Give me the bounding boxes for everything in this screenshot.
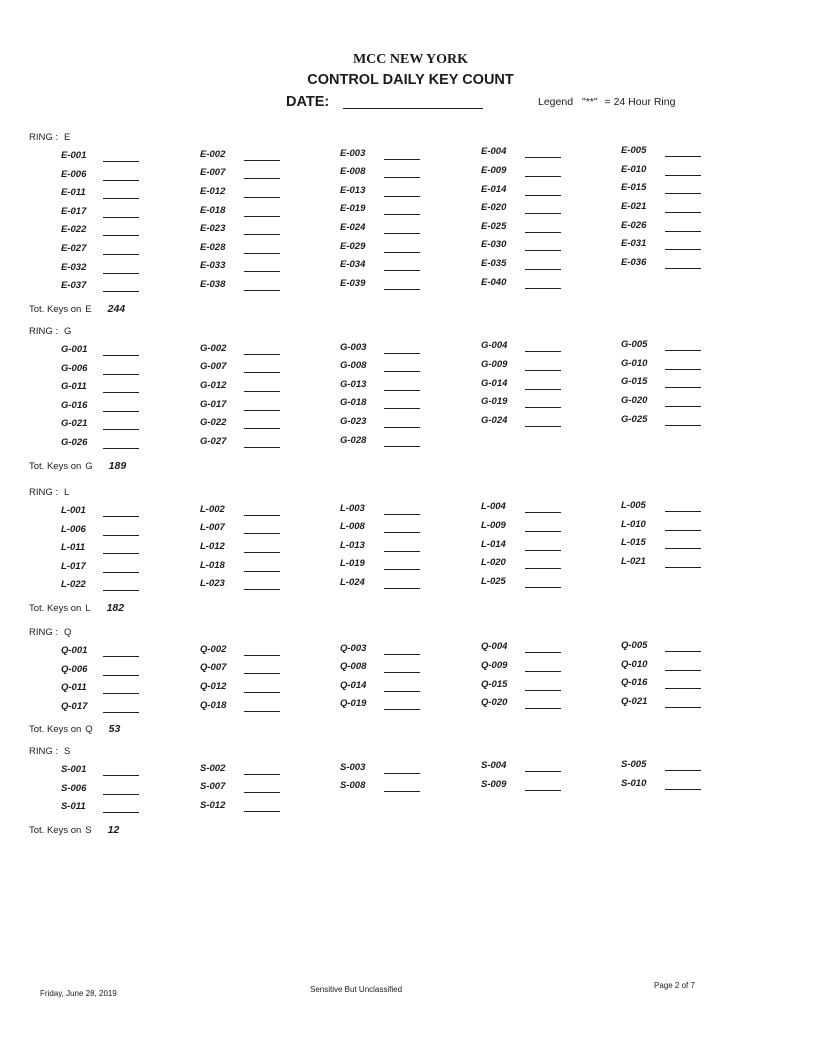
ring-label bbox=[29, 746, 70, 757]
key-count-field[interactable] bbox=[244, 391, 280, 392]
key-number: L-018 bbox=[200, 559, 225, 571]
key-count-field[interactable] bbox=[103, 374, 139, 375]
key-count-field[interactable] bbox=[103, 198, 139, 199]
key-count-field[interactable] bbox=[665, 406, 701, 407]
key-number: E-032 bbox=[61, 261, 87, 273]
key-count-field[interactable] bbox=[665, 193, 701, 194]
key-number: E-019 bbox=[340, 203, 366, 215]
key-number: L-001 bbox=[61, 505, 86, 516]
key-number: E-015 bbox=[621, 182, 647, 194]
key-number: Q-009 bbox=[481, 660, 508, 671]
key-number: G-027 bbox=[200, 435, 227, 447]
key-number: Q-015 bbox=[481, 678, 508, 690]
key-count-field[interactable] bbox=[525, 250, 561, 251]
key-count-field[interactable] bbox=[244, 655, 280, 656]
key-count-field[interactable] bbox=[103, 712, 139, 713]
key-number: G-020 bbox=[621, 395, 648, 406]
key-count-field[interactable] bbox=[665, 425, 701, 426]
key-count-field[interactable] bbox=[244, 533, 280, 534]
key-count-field[interactable] bbox=[384, 289, 420, 290]
key-count-field[interactable] bbox=[244, 253, 280, 254]
key-count-field[interactable] bbox=[384, 390, 420, 391]
ring-total bbox=[29, 460, 126, 472]
legend-text: = 24 Hour Ring bbox=[604, 96, 676, 108]
key-count-field[interactable] bbox=[244, 178, 280, 179]
key-count-field[interactable] bbox=[384, 159, 420, 160]
key-number: E-028 bbox=[200, 241, 226, 253]
key-count-field[interactable] bbox=[525, 587, 561, 588]
key-count-field[interactable] bbox=[244, 160, 280, 161]
key-count-field[interactable] bbox=[244, 515, 280, 516]
key-count-field[interactable] bbox=[665, 511, 701, 512]
key-count-field[interactable] bbox=[244, 571, 280, 572]
key-number: G-015 bbox=[621, 376, 648, 388]
legend bbox=[538, 96, 675, 108]
key-count-field[interactable] bbox=[103, 535, 139, 536]
ring-label bbox=[29, 326, 71, 337]
legend-label: Legend bbox=[538, 96, 574, 108]
key-count-field[interactable] bbox=[244, 673, 280, 674]
ring-label bbox=[29, 627, 71, 638]
key-count-field[interactable] bbox=[384, 427, 420, 428]
key-number: G-028 bbox=[340, 434, 367, 446]
key-number: G-021 bbox=[61, 418, 88, 430]
ring-letter: S bbox=[64, 746, 71, 757]
key-count-field[interactable] bbox=[665, 249, 701, 250]
key-number: Q-006 bbox=[61, 663, 88, 675]
key-count-field[interactable] bbox=[103, 812, 139, 813]
total-prefix: Tot. Keys on bbox=[29, 303, 82, 315]
key-count-field[interactable] bbox=[525, 671, 561, 672]
key-count-field[interactable] bbox=[244, 271, 280, 272]
ring-prefix: RING : bbox=[29, 326, 59, 337]
key-number: Q-014 bbox=[340, 679, 367, 691]
key-number: E-020 bbox=[481, 202, 507, 214]
key-number: G-026 bbox=[61, 437, 88, 448]
key-count-field[interactable] bbox=[665, 670, 701, 671]
key-number: S-004 bbox=[481, 760, 507, 772]
key-number: G-023 bbox=[340, 416, 367, 427]
key-count-field[interactable] bbox=[244, 447, 280, 448]
key-count-field[interactable] bbox=[665, 156, 701, 157]
key-number: E-040 bbox=[481, 276, 507, 288]
key-count-field[interactable] bbox=[103, 235, 139, 236]
key-count-field[interactable] bbox=[665, 688, 701, 689]
key-number: E-030 bbox=[481, 239, 507, 251]
key-number: E-036 bbox=[621, 256, 647, 268]
key-number: E-008 bbox=[340, 166, 366, 178]
key-number: L-006 bbox=[61, 523, 86, 535]
key-number: E-035 bbox=[481, 258, 507, 269]
key-number: G-004 bbox=[481, 340, 508, 352]
key-number: E-010 bbox=[621, 163, 647, 175]
total-ring-letter: G bbox=[85, 460, 93, 472]
total-prefix: Tot. Keys on bbox=[29, 603, 82, 614]
key-number: E-037 bbox=[61, 280, 87, 292]
key-count-field[interactable] bbox=[103, 392, 139, 393]
key-number: Q-003 bbox=[340, 642, 367, 654]
key-number: S-009 bbox=[481, 779, 507, 790]
key-count-field[interactable] bbox=[525, 652, 561, 653]
total-count: 53 bbox=[108, 723, 121, 736]
key-count-field[interactable] bbox=[665, 548, 701, 549]
key-number: G-024 bbox=[481, 414, 508, 426]
footer-page-number: Page 2 of 7 bbox=[654, 981, 695, 990]
key-number: L-017 bbox=[61, 560, 86, 572]
key-number: L-002 bbox=[200, 503, 225, 515]
key-count-field[interactable] bbox=[525, 531, 561, 532]
key-count-field[interactable] bbox=[244, 372, 280, 373]
key-count-field[interactable] bbox=[244, 216, 280, 217]
key-number: Q-005 bbox=[621, 640, 648, 652]
key-number: Q-016 bbox=[621, 677, 648, 689]
key-count-field[interactable] bbox=[103, 572, 139, 573]
key-count-field[interactable] bbox=[525, 195, 561, 196]
total-ring-letter: Q bbox=[85, 724, 93, 736]
total-count: 244 bbox=[107, 302, 126, 315]
key-count-field[interactable] bbox=[665, 707, 701, 708]
key-count-field[interactable] bbox=[665, 175, 701, 176]
key-number: Q-021 bbox=[621, 696, 648, 707]
key-count-field[interactable] bbox=[665, 651, 701, 652]
key-number: E-001 bbox=[61, 150, 87, 161]
key-number: G-018 bbox=[340, 397, 367, 409]
key-count-field[interactable] bbox=[244, 774, 280, 775]
key-number: E-023 bbox=[200, 223, 226, 235]
key-number: E-009 bbox=[481, 165, 507, 176]
key-number: L-003 bbox=[340, 502, 365, 514]
ring-prefix: RING : bbox=[29, 746, 59, 757]
key-number: L-021 bbox=[621, 556, 646, 567]
key-number: Q-002 bbox=[200, 643, 227, 655]
key-number: G-007 bbox=[200, 361, 227, 373]
key-count-field[interactable] bbox=[525, 176, 561, 177]
key-number: Q-011 bbox=[61, 682, 87, 694]
key-count-field[interactable] bbox=[525, 790, 561, 791]
ring-prefix: RING : bbox=[29, 132, 59, 143]
key-count-field[interactable] bbox=[665, 567, 701, 568]
key-count-field[interactable] bbox=[665, 212, 701, 213]
key-number: G-019 bbox=[481, 396, 508, 408]
key-count-field[interactable] bbox=[103, 291, 139, 292]
key-count-field[interactable] bbox=[103, 516, 139, 517]
key-count-field[interactable] bbox=[525, 288, 561, 289]
key-number: L-009 bbox=[481, 520, 506, 531]
date-field-line bbox=[343, 108, 483, 109]
ring-total bbox=[29, 723, 120, 735]
key-count-field[interactable] bbox=[665, 369, 701, 370]
key-count-field[interactable] bbox=[103, 355, 139, 356]
key-count-field[interactable] bbox=[384, 371, 420, 372]
key-number: L-011 bbox=[61, 542, 86, 554]
key-count-field[interactable] bbox=[384, 446, 420, 447]
key-count-field[interactable] bbox=[103, 794, 139, 795]
key-count-field[interactable] bbox=[103, 590, 139, 591]
key-count-field[interactable] bbox=[103, 448, 139, 449]
key-count-field[interactable] bbox=[244, 234, 280, 235]
key-number: E-026 bbox=[621, 219, 647, 231]
key-number: Q-010 bbox=[621, 658, 648, 670]
key-count-field[interactable] bbox=[244, 792, 280, 793]
key-number: S-007 bbox=[200, 781, 226, 793]
key-number: Q-008 bbox=[340, 661, 367, 673]
key-count-field[interactable] bbox=[525, 269, 561, 270]
key-number: E-033 bbox=[200, 260, 226, 272]
key-number: L-012 bbox=[200, 541, 225, 552]
key-count-field[interactable] bbox=[103, 429, 139, 430]
key-number: L-023 bbox=[200, 578, 225, 590]
key-count-field[interactable] bbox=[103, 693, 139, 694]
ring-letter: L bbox=[64, 487, 70, 498]
key-number: G-005 bbox=[621, 339, 648, 351]
key-count-field[interactable] bbox=[384, 654, 420, 655]
facility-title: MCC NEW YORK bbox=[352, 52, 469, 67]
key-number: Q-017 bbox=[61, 700, 88, 712]
key-number: E-039 bbox=[340, 277, 366, 289]
key-number: G-022 bbox=[200, 417, 227, 429]
ring-total bbox=[29, 824, 119, 836]
key-count-field[interactable] bbox=[384, 532, 420, 533]
key-number: Q-007 bbox=[200, 662, 227, 674]
key-number: L-024 bbox=[340, 577, 365, 588]
key-number: E-029 bbox=[340, 240, 366, 252]
key-count-field[interactable] bbox=[525, 370, 561, 371]
key-count-field[interactable] bbox=[103, 180, 139, 181]
key-number: E-024 bbox=[340, 222, 366, 233]
key-count-field[interactable] bbox=[525, 351, 561, 352]
key-number: Q-004 bbox=[481, 641, 508, 653]
key-number: Q-018 bbox=[200, 699, 227, 711]
key-count-field[interactable] bbox=[103, 254, 139, 255]
key-number: E-031 bbox=[621, 238, 647, 250]
key-number: G-014 bbox=[481, 377, 508, 389]
key-count-field[interactable] bbox=[103, 775, 139, 776]
ring-total bbox=[29, 303, 125, 315]
key-count-field[interactable] bbox=[384, 569, 420, 570]
key-count-field[interactable] bbox=[244, 354, 280, 355]
key-count-field[interactable] bbox=[384, 551, 420, 552]
key-number: E-027 bbox=[61, 243, 87, 254]
key-count-field[interactable] bbox=[525, 550, 561, 551]
key-number: G-009 bbox=[481, 359, 508, 370]
key-count-field[interactable] bbox=[665, 350, 701, 351]
key-count-field[interactable] bbox=[244, 197, 280, 198]
key-count-field[interactable] bbox=[244, 692, 280, 693]
key-number: G-017 bbox=[200, 398, 227, 410]
key-number: G-012 bbox=[200, 380, 227, 391]
key-number: E-038 bbox=[200, 279, 226, 290]
key-count-field[interactable] bbox=[525, 157, 561, 158]
key-count-field[interactable] bbox=[665, 770, 701, 771]
ring-label bbox=[29, 132, 70, 143]
key-number: E-013 bbox=[340, 184, 366, 196]
key-count-field[interactable] bbox=[665, 231, 701, 232]
key-number: S-008 bbox=[340, 780, 366, 792]
key-number: L-014 bbox=[481, 538, 506, 550]
total-prefix: Tot. Keys on bbox=[29, 824, 82, 836]
key-number: G-011 bbox=[61, 381, 87, 393]
total-count: 12 bbox=[107, 823, 120, 836]
key-count-field[interactable] bbox=[384, 408, 420, 409]
key-count-field[interactable] bbox=[244, 711, 280, 712]
key-count-field[interactable] bbox=[525, 426, 561, 427]
key-number: L-013 bbox=[340, 539, 365, 551]
key-number: E-022 bbox=[61, 224, 87, 236]
key-number: G-013 bbox=[340, 378, 367, 390]
total-ring-letter: S bbox=[85, 824, 92, 836]
key-number: L-015 bbox=[621, 537, 646, 549]
key-count-field[interactable] bbox=[384, 791, 420, 792]
total-count: 189 bbox=[108, 459, 127, 472]
key-number: E-003 bbox=[340, 147, 366, 159]
key-count-field[interactable] bbox=[525, 708, 561, 709]
key-number: G-001 bbox=[61, 344, 88, 355]
key-number: E-002 bbox=[200, 148, 226, 160]
key-number: L-010 bbox=[621, 518, 646, 530]
key-number: E-017 bbox=[61, 205, 87, 217]
key-number: E-006 bbox=[61, 168, 87, 180]
key-number: L-020 bbox=[481, 557, 506, 569]
key-count-field[interactable] bbox=[665, 268, 701, 269]
key-number: G-003 bbox=[340, 341, 367, 353]
key-number: L-008 bbox=[340, 521, 365, 533]
key-number: L-005 bbox=[621, 500, 646, 512]
key-count-field[interactable] bbox=[103, 161, 139, 162]
key-number: S-011 bbox=[61, 801, 86, 813]
total-count: 182 bbox=[106, 602, 125, 614]
key-count-field[interactable] bbox=[384, 588, 420, 589]
key-count-field[interactable] bbox=[103, 273, 139, 274]
key-number: S-002 bbox=[200, 762, 226, 774]
key-count-field[interactable] bbox=[103, 656, 139, 657]
key-number: S-001 bbox=[61, 764, 87, 775]
key-count-field[interactable] bbox=[384, 270, 420, 271]
key-number: E-034 bbox=[340, 259, 366, 271]
key-count-field[interactable] bbox=[244, 410, 280, 411]
total-prefix: Tot. Keys on bbox=[29, 460, 82, 472]
date-label: DATE: bbox=[286, 94, 330, 110]
key-number: S-012 bbox=[200, 800, 226, 811]
key-number: E-004 bbox=[481, 146, 507, 158]
key-number: G-008 bbox=[340, 360, 367, 372]
key-count-field[interactable] bbox=[244, 290, 280, 291]
key-number: E-025 bbox=[481, 220, 507, 232]
key-count-field[interactable] bbox=[384, 773, 420, 774]
key-number: S-003 bbox=[340, 761, 366, 773]
footer-classification: Sensitive But Unclassified bbox=[310, 985, 403, 994]
key-number: E-011 bbox=[61, 187, 86, 199]
ring-letter: E bbox=[64, 132, 71, 143]
ring-prefix: RING : bbox=[29, 487, 59, 498]
key-number: L-022 bbox=[61, 579, 86, 591]
key-count-field[interactable] bbox=[384, 691, 420, 692]
key-count-field[interactable] bbox=[244, 589, 280, 590]
key-count-field[interactable] bbox=[103, 411, 139, 412]
footer-date: Friday, June 28, 2019 bbox=[40, 989, 117, 998]
key-number: E-005 bbox=[621, 145, 647, 157]
ring-letter: Q bbox=[64, 627, 72, 638]
total-prefix: Tot. Keys on bbox=[29, 724, 82, 736]
key-number: G-025 bbox=[621, 413, 648, 425]
key-count-field[interactable] bbox=[244, 428, 280, 429]
key-count-field[interactable] bbox=[384, 177, 420, 178]
key-count-field[interactable] bbox=[103, 675, 139, 676]
key-count-field[interactable] bbox=[384, 252, 420, 253]
key-number: S-010 bbox=[621, 777, 647, 789]
key-count-field[interactable] bbox=[384, 353, 420, 354]
key-number: L-025 bbox=[481, 575, 506, 587]
key-count-field[interactable] bbox=[384, 233, 420, 234]
key-count-field[interactable] bbox=[244, 552, 280, 553]
key-count-field[interactable] bbox=[525, 690, 561, 691]
key-count-field[interactable] bbox=[665, 789, 701, 790]
ring-total bbox=[29, 602, 124, 614]
key-number: Q-012 bbox=[200, 681, 227, 692]
key-count-field[interactable] bbox=[525, 232, 561, 233]
key-number: S-005 bbox=[621, 759, 647, 771]
key-number: G-016 bbox=[61, 399, 88, 411]
key-count-field[interactable] bbox=[525, 407, 561, 408]
key-number: S-006 bbox=[61, 782, 87, 794]
key-number: E-021 bbox=[621, 201, 647, 212]
key-count-field[interactable] bbox=[384, 672, 420, 673]
key-number: L-019 bbox=[340, 558, 365, 570]
key-count-field[interactable] bbox=[525, 512, 561, 513]
legend-symbol: "**" bbox=[581, 96, 598, 108]
ring-letter: G bbox=[64, 326, 72, 337]
key-count-field[interactable] bbox=[384, 214, 420, 215]
key-number: G-002 bbox=[200, 342, 227, 354]
key-number: G-010 bbox=[621, 357, 648, 369]
key-number: E-018 bbox=[200, 204, 226, 216]
key-number: L-007 bbox=[200, 522, 225, 534]
ring-prefix: RING : bbox=[29, 627, 59, 638]
key-count-field[interactable] bbox=[525, 568, 561, 569]
key-count-field[interactable] bbox=[103, 553, 139, 554]
key-count-field[interactable] bbox=[384, 514, 420, 515]
key-number: G-006 bbox=[61, 362, 88, 374]
key-count-field[interactable] bbox=[384, 196, 420, 197]
ring-label bbox=[29, 487, 69, 498]
key-count-field[interactable] bbox=[525, 771, 561, 772]
key-count-field[interactable] bbox=[384, 709, 420, 710]
form-title: CONTROL DAILY KEY COUNT bbox=[307, 72, 514, 88]
key-number: Q-001 bbox=[61, 645, 88, 656]
total-ring-letter: L bbox=[85, 603, 91, 614]
key-count-field[interactable] bbox=[665, 387, 701, 388]
key-number: E-014 bbox=[481, 183, 507, 195]
key-number: Q-020 bbox=[481, 697, 508, 709]
key-number: L-004 bbox=[481, 501, 506, 513]
key-count-field[interactable] bbox=[103, 217, 139, 218]
key-count-field[interactable] bbox=[525, 389, 561, 390]
key-count-field[interactable] bbox=[525, 213, 561, 214]
key-count-field[interactable] bbox=[665, 530, 701, 531]
key-count-field[interactable] bbox=[244, 811, 280, 812]
total-ring-letter: E bbox=[85, 303, 92, 315]
key-number: E-012 bbox=[200, 186, 226, 197]
key-number: Q-019 bbox=[340, 698, 367, 710]
key-number: E-007 bbox=[200, 167, 226, 179]
